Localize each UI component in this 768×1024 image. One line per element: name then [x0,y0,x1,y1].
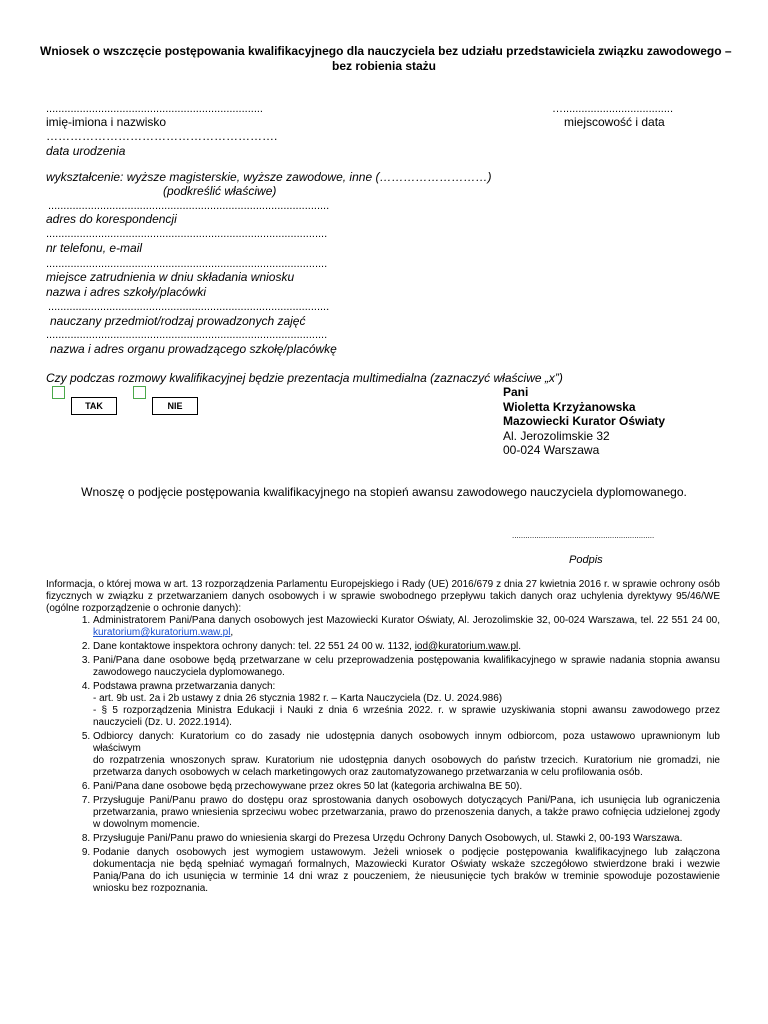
place-date-dots[interactable]: ….................................... [552,103,674,115]
name-label: imię-imiona i nazwisko [46,115,167,129]
recipient-office: Mazowiecki Kurator Oświaty [503,414,666,428]
gdpr-intro: Informacja, o której mowa w art. 13 rozporządzenia Parlamentu Europejskiego i Rady (UE) 2016/679 z dnia 27 kwietnia 2016 r. w sprawie ochrony osób fizycznych w związku z przetwarzaniem danych osobowych i w sprawie swobodnego przepływu takich danych oraz uchylenia dyrektywy 95/46/WE (ogólne rozporządzenie o ochronie danych): [46,579,720,614]
no-checkbox[interactable] [133,386,146,399]
subject-dots[interactable]: ............................................................................................ [48,301,330,313]
recipient-city: 00-024 Warszawa [503,443,600,457]
yes-option[interactable]: TAK [71,397,117,415]
birth-date-label: data urodzenia [46,144,126,158]
no-option[interactable]: NIE [152,397,198,415]
gdpr-item: 8. Przysługuje Pani/Panu prawo do wniesienia skargi do Prezesa Urzędu Ochrony Danych Osobowych, ul. Stawki 2, 00-193 Warszawa. [93,833,720,845]
iod-email-link[interactable]: iod@kuratorium.waw.pl [414,641,519,652]
workplace-label: miejsce zatrudnienia w dniu składania wniosku [46,270,295,284]
subject-label: nauczany przedmiot/rodzaj prowadzonych zajęć [50,314,306,328]
organ-label: nazwa i adres organu prowadzącego szkołę/placówkę [50,342,337,356]
birth-date-dots[interactable]: …………………………………………………. [46,129,278,143]
gdpr-item: 9. Podanie danych osobowych jest wymogiem ustawowym. Jeżeli wniosek o podjęcie postępowania kwalifikacyjnego lub załączona dokumentacja nie będą spełniać wymagań formalnych, Mazowiecki Kurator Oświaty wskaże szczegółowo stwierdzone braki i wezwie Panią/Pana do ich usunięcia w terminie 14 dni wraz z pouczeniem, że nieusunięcie tych braków w treminie spowoduje pozostawienie wniosku bez rozpoznania. [93,847,720,895]
recipient-name: Wioletta Krzyżanowska [503,399,636,414]
title-line-1: Wniosek o wszczęcie postępowania kwalifikacyjnego dla nauczyciela bez udziału przedstawiciela związku zawodowego – [40,44,732,58]
school-label: nazwa i adres szkoły/placówki [46,285,207,299]
yes-checkbox[interactable] [52,386,65,399]
place-date-label: miejscowość i data [564,115,665,129]
document-title [40,44,732,74]
address-dots[interactable]: ............................................................................................ [48,200,330,212]
signature-dots[interactable]: ................................................................ [512,531,655,540]
gdpr-list [46,615,720,895]
name-dots[interactable]: ....................................................................... [46,103,263,115]
signature-label: Podpis [569,554,603,566]
phone-label: nr telefonu, e-mail [46,241,143,255]
request-text: Wnoszę o podjęcie postępowania kwalifikacyjnego na stopień awansu zawodowego nauczyciela dyplomowanego. [81,485,687,499]
organ-dots[interactable]: ............................................................................................ [46,329,328,341]
recipient-block [503,385,665,458]
education-label: wykształcenie: wyższe magisterskie, wyższe zawodowe, inne (………………………) [46,170,492,184]
presentation-question: Czy podczas rozmowy kwalifikacyjnej będzie prezentacja multimedialna (zaznaczyć właściwe „x”) [46,371,563,385]
address-label: adres do korespondencji [46,212,177,226]
gdpr-information [46,579,720,897]
gdpr-item: 7. Przysługuje Pani/Panu prawo do dostępu oraz sprostowania danych osobowych dotyczących Pani/Pana, ich usunięcia lub ograniczenia przetwarzania, prawo wniesienia sprzeciwu wobec przetwarzania, prawo do przenoszenia danych, a także prawo cofnięcia udzielonej zgody w dowolnym momencie. [93,795,720,831]
gdpr-item: 2. Dane kontaktowe inspektora ochrony danych: tel. 22 551 24 00 w. 1132, iod@kuratorium.waw.pl. [93,641,720,653]
gdpr-item: 3. Pani/Pana dane osobowe będą przetwarzane w celu przeprowadzenia postępowania kwalifikacyjnego w sprawie nadania stopnia awansu zawodowego nauczyciela dyplomowanego. [93,655,720,679]
gdpr-item: 6. Pani/Pana dane osobowe będą przechowywane przez okres 50 lat (kategoria archiwalna BE 50). [93,781,720,793]
kuratorium-email-link[interactable]: kuratorium@kuratorium.waw.pl [93,627,231,638]
gdpr-item: 5. Odbiorcy danych: Kuratorium co do zasady nie udostępnia danych osobowych innym odbiorcom, poza ustawowo uprawnionym lub właściwym do rozpatrzenia wnoszonych spraw. Kuratorium nie udostępnia danych osobowych do państw trzecich. Kuratorium nie gromadzi, nie przetwarza danych osobowych w celach marketingowych oraz zautomatyzowanego przetwarzania w celu profilowania osób. [93,731,720,779]
education-hint: (podkreślić właściwe) [163,184,277,198]
recipient-salutation: Pani [503,385,529,399]
gdpr-item: 4. Podstawa prawna przetwarzania danych: - art. 9b ust. 2a i 2b ustawy z dnia 26 stycznia 1982 r. – Karta Nauczyciela (Dz. U. 2024.986) - § 5 rozporządzenia Ministra Edukacji i Nauki z dnia 6 września 2022. r. w sprawie uzyskiwania stopni awansu zawodowego przez nauczycieli (Dz. U. 2022.1914). [93,681,720,729]
gdpr-item: 1. Administratorem Pani/Pana danych osobowych jest Mazowiecki Kurator Oświaty, Al. Jerozolimskie 32, 00-024 Warszawa, tel. 22 551 24 00, kuratorium@kuratorium.waw.pl, [93,615,720,639]
title-line-2: bez robienia stażu [331,59,437,73]
phone-dots[interactable]: ............................................................................................ [46,228,328,240]
recipient-street: Al. Jerozolimskie 32 [503,428,610,443]
workplace-dots[interactable]: ............................................................................................ [46,258,328,270]
